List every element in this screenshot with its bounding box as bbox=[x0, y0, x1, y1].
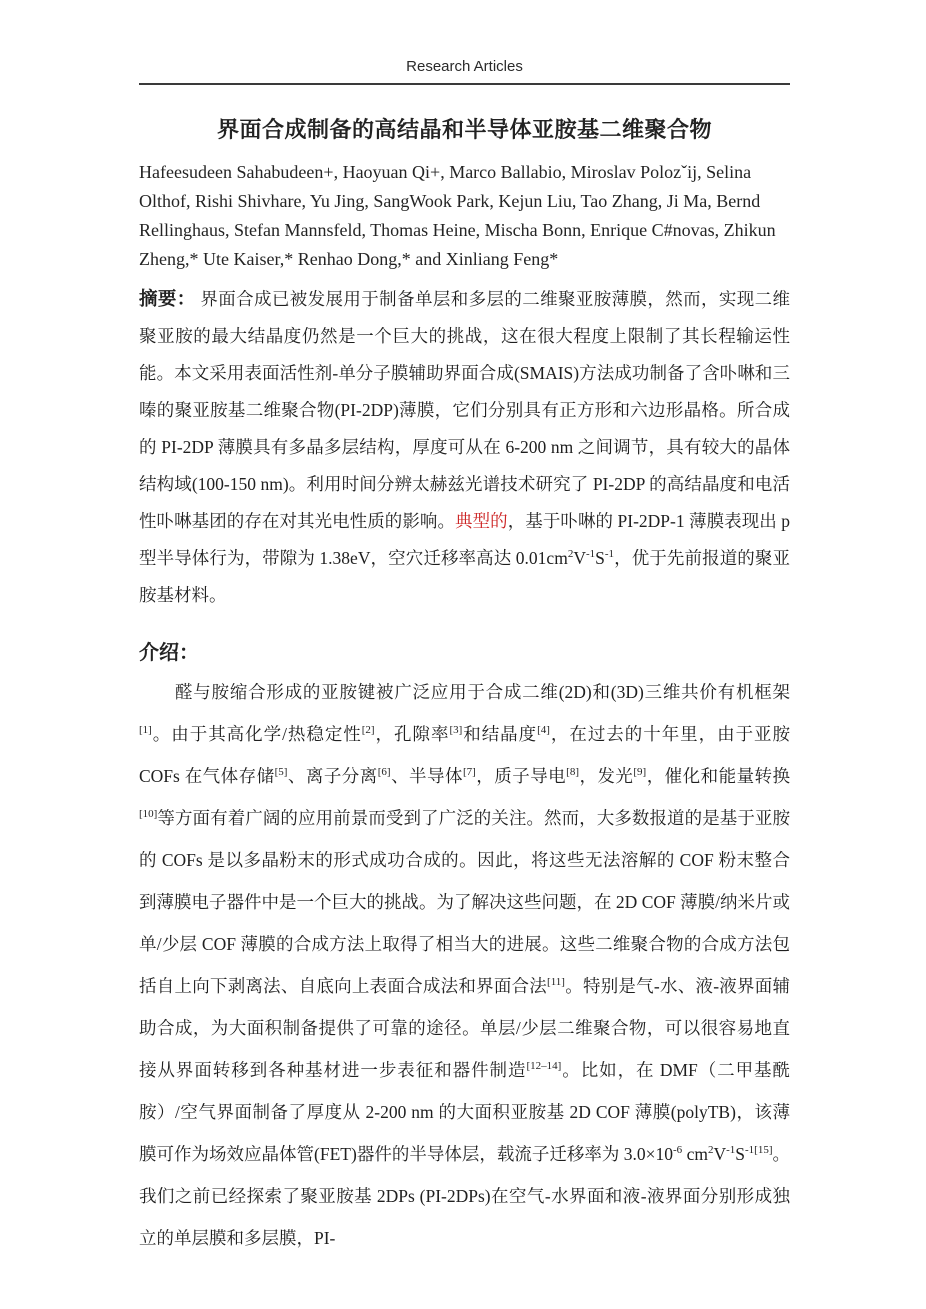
header-rule bbox=[139, 83, 790, 85]
abstract-paragraph bbox=[139, 280, 790, 614]
abstract-text: 界面合成已被发展用于制备单层和多层的二维聚亚胺薄膜，然而，实现二维聚亚胺的最大结晶度仍然是一个巨大的挑战，这在很大程度上限制了其长程输运性能。本文采用表面活性剂-单分子膜辅助界面合成(SMAIS)方法成功制备了含卟啉和三嗪的聚亚胺基二维聚合物(PI-2DP)薄膜，它们分别具有正方形和六边形晶格。所合成的 PI-2DP 薄膜具有多晶多层结构，厚度可从在 6-200 nm 之间调节，具有较大的晶体结构域(100-150 nm)。利用时间分辨太赫兹光谱技术研究了 PI-2DP 的高结晶度和电活性卟啉基团的存在对其光电性质的影响。典型的，基于卟啉的 PI-2DP-1 薄膜表现出 p 型半导体行为，带隙为 1.38eV，空穴迁移率高达 $0.01cm^2V^{-1}S^{-1}$，优于先前报道的聚亚胺基材料。 bbox=[139, 289, 791, 605]
introduction-paragraph: 醛与胺缩合形成的亚胺键被广泛应用于合成二维(2D)和(3D)三维共价有机框架[1]。由于其高化学/热稳定性[2]，孔隙率[3]和结晶度[4]，在过去的十年里，由于亚胺 COFs 在气体存储[5]、离子分离[6]、半导体[7]，质子导电[8]，发光[9]，催化和能量转换[10]等方面有着广阔的应用前景而受到了广泛的关注。然而，大多数报道的是基于亚胺的 COFs 是以多晶粉末的形式成功合成的。因此，将这些无法溶解的 COF 粉末整合到薄膜电子器件中是一个巨大的挑战。为了解决这些问题，在 2D COF 薄膜/纳米片或单/少层 COF 薄膜的合成方法上取得了相当大的进展。这些二维聚合物的合成方法包括自上向下剥离法、自底向上表面合成法和界面合法[11]。特别是气-水、液-液界面辅助合成，为大面积制备提供了可靠的途径。单层/少层二维聚合物，可以很容易地直接从界面转移到各种基材进一步表征和器件制造[12–14]。比如，在 DMF（二甲基酰胺）/空气界面制备了厚度从 2-200 nm 的大面积亚胺基 2D COF 薄膜(polyTB)，该薄膜可作为场效应晶体管(FET)器件的半导体层，载流子迁移率为 $3.0\times 10^{-6}$ $cm^2V^{-1}S^{-1[15]}$。我们之前已经探索了聚亚胺基 2DPs (PI-2DPs)在空气-水界面和液-液界面分别形成独立的单层膜和多层膜，PI- bbox=[139, 682, 791, 1248]
running-head: Research Articles bbox=[406, 58, 523, 75]
introduction-heading: 介绍： bbox=[139, 642, 199, 664]
page-title: 界面合成制备的高结晶和半导体亚胺基二维聚合物 bbox=[216, 117, 712, 142]
author-list: Hafeesudeen Sahabudeen+, Haoyuan Qi+, Marco Ballabio, Miroslav Polozˇij, Selina Olthof, Rishi Shivhare, Yu Jing, SangWook Park, Kejun Liu, Tao Zhang, Ji Ma, Bernd Rellinghaus, Stefan Mannsfeld, Thomas Heine, Mischa Bonn, Enrique C#novas, Zhikun Zheng,* Ute Kaiser,* Renhao Dong,* and Xinliang Feng* bbox=[139, 162, 776, 269]
abstract-label: 摘要： bbox=[139, 288, 196, 309]
